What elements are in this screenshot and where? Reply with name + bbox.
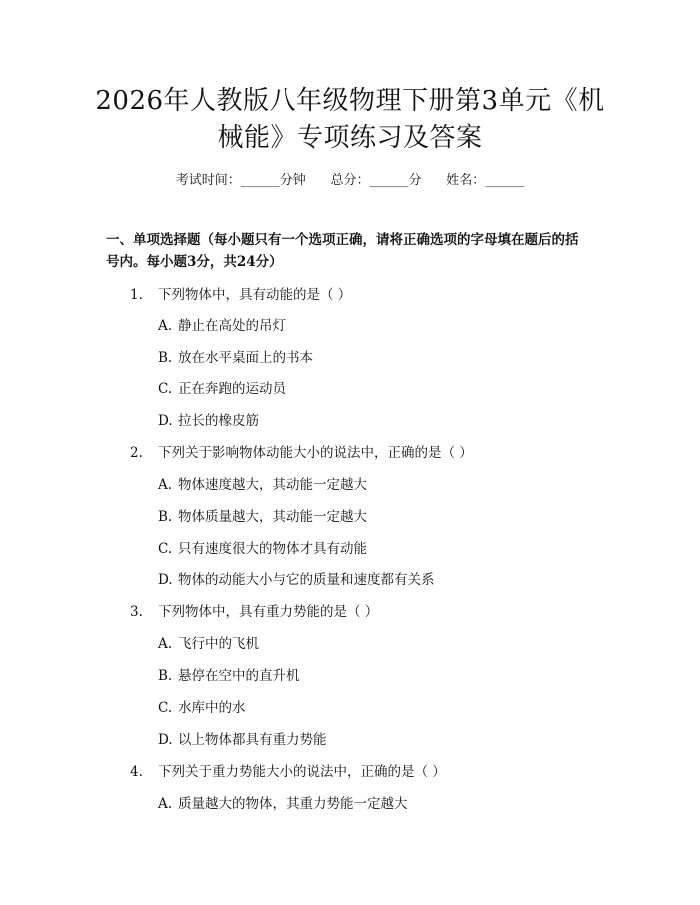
question-3 (130, 600, 378, 620)
question-1-option-b (158, 346, 313, 366)
question-2-option-a (158, 473, 367, 493)
option-text: 水库中的水 (178, 700, 246, 716)
question-text: 下列关于重力势能大小的说法中，正确的是（ ） (158, 764, 446, 780)
question-1 (130, 283, 351, 303)
question-2 (130, 441, 473, 461)
question-2-option-c (158, 537, 367, 557)
option-key: A. (158, 477, 173, 493)
option-text: 以上物体都具有重力势能 (178, 732, 327, 748)
question-2-option-d (158, 568, 435, 588)
section-heading-line-1: 一、单项选择题（每小题只有一个选项正确，请将正确选项的字母填在题后的括 (106, 232, 579, 248)
question-3-option-d (158, 728, 327, 748)
option-key: B. (158, 509, 173, 525)
section-heading-line-2: 号内。每小题3分，共24分） (106, 254, 283, 270)
question-3-option-b (158, 664, 300, 684)
option-key: A. (158, 636, 173, 652)
page-title-line-2: 械能》专项练习及答案 (217, 123, 483, 153)
question-2-option-b (158, 505, 367, 525)
question-text: 下列物体中，具有动能的是（ ） (158, 287, 352, 303)
question-text: 下列关于影响物体动能大小的说法中，正确的是（ ） (158, 445, 473, 461)
option-key: D. (158, 572, 173, 588)
option-text: 悬停在空中的直升机 (178, 668, 300, 684)
question-4-option-a (158, 792, 408, 812)
option-key: D. (158, 413, 173, 429)
option-key: B. (158, 350, 173, 366)
question-number: 3. (130, 604, 143, 620)
option-text: 物体速度越大，其动能一定越大 (178, 477, 367, 493)
option-key: C. (158, 541, 173, 557)
page-title-line-1: 2026年人教版八年级物理下册第3单元《机 (95, 86, 605, 116)
option-key: C. (158, 700, 173, 716)
question-4 (130, 760, 446, 780)
option-text: 放在水平桌面上的书本 (178, 350, 313, 366)
question-number: 1. (130, 287, 143, 303)
option-text: 只有速度很大的物体才具有动能 (178, 541, 367, 557)
exam-info-line: 考试时间：______分钟 总分：______分 姓名：______ (175, 173, 525, 188)
option-key: C. (158, 381, 173, 397)
option-key: B. (158, 668, 173, 684)
option-text: 拉长的橡皮筋 (178, 413, 259, 429)
option-text: 物体的动能大小与它的质量和速度都有关系 (178, 572, 435, 588)
option-text: 静止在高处的吊灯 (178, 318, 286, 334)
option-key: A. (158, 796, 173, 812)
question-1-option-c (158, 377, 286, 397)
option-text: 物体质量越大，其动能一定越大 (178, 509, 367, 525)
question-text: 下列物体中，具有重力势能的是（ ） (158, 604, 379, 620)
question-3-option-c (158, 696, 246, 716)
question-3-option-a (158, 632, 259, 652)
question-number: 2. (130, 445, 143, 461)
option-text: 正在奔跑的运动员 (178, 381, 286, 397)
question-1-option-d (158, 409, 259, 429)
option-key: D. (158, 732, 173, 748)
option-key: A. (158, 318, 173, 334)
question-1-option-a (158, 314, 286, 334)
question-number: 4. (130, 764, 143, 780)
option-text: 飞行中的飞机 (178, 636, 259, 652)
option-text: 质量越大的物体，其重力势能一定越大 (178, 796, 408, 812)
